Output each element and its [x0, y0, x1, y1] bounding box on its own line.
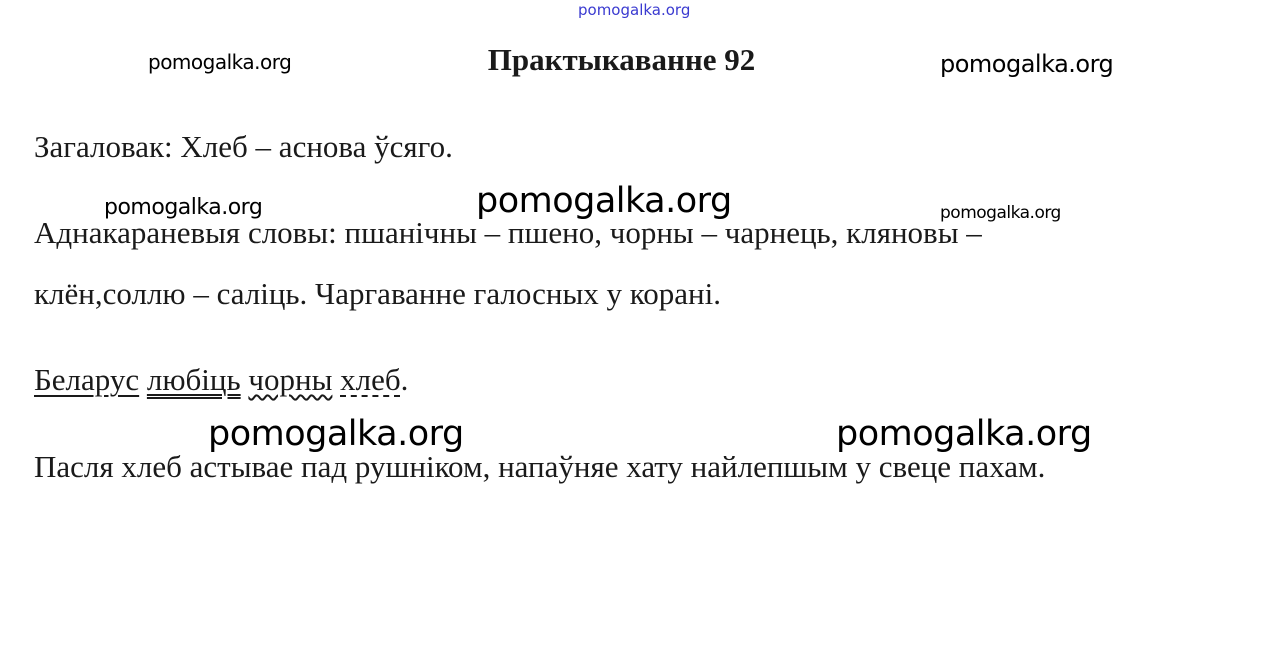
watermark-header-right: pomogalka.org: [940, 50, 1114, 78]
watermark-header-left: pomogalka.org: [148, 50, 292, 74]
roots-line-2: клён,соллю – саліць. Чаргаванне галосных у корані.: [34, 276, 721, 311]
heading-line: Загаловак: Хлеб – аснова ўсяго.: [34, 129, 453, 164]
watermark-lower-left: pomogalka.org: [208, 414, 464, 454]
page-title: Практыкаванне 92: [487, 42, 756, 77]
sentence-2: Пасля хлеб астывае пад рушніком, напаўняе хату найлепшым у свеце пахам.: [34, 449, 1046, 484]
watermark-mid-left: pomogalka.org: [104, 195, 263, 220]
sentence-predicate: любіць: [146, 362, 241, 397]
watermark-mid-center: pomogalka.org: [476, 181, 732, 221]
sentence-end-punct: .: [400, 362, 409, 397]
watermark-lower-right: pomogalka.org: [836, 414, 1092, 454]
parsed-sentence: [34, 364, 408, 395]
watermark-mid-right: pomogalka.org: [940, 203, 1061, 223]
sentence-attribute: чорны: [248, 362, 333, 397]
top-watermark-link[interactable]: pomogalka.org: [578, 1, 691, 19]
roots-line-1: Аднакараневыя словы: пшанічны – пшено, чорны – чарнець, кляновы –: [34, 215, 982, 250]
sentence-subject: Беларус: [34, 362, 140, 397]
sentence-object: хлеб: [340, 362, 401, 397]
